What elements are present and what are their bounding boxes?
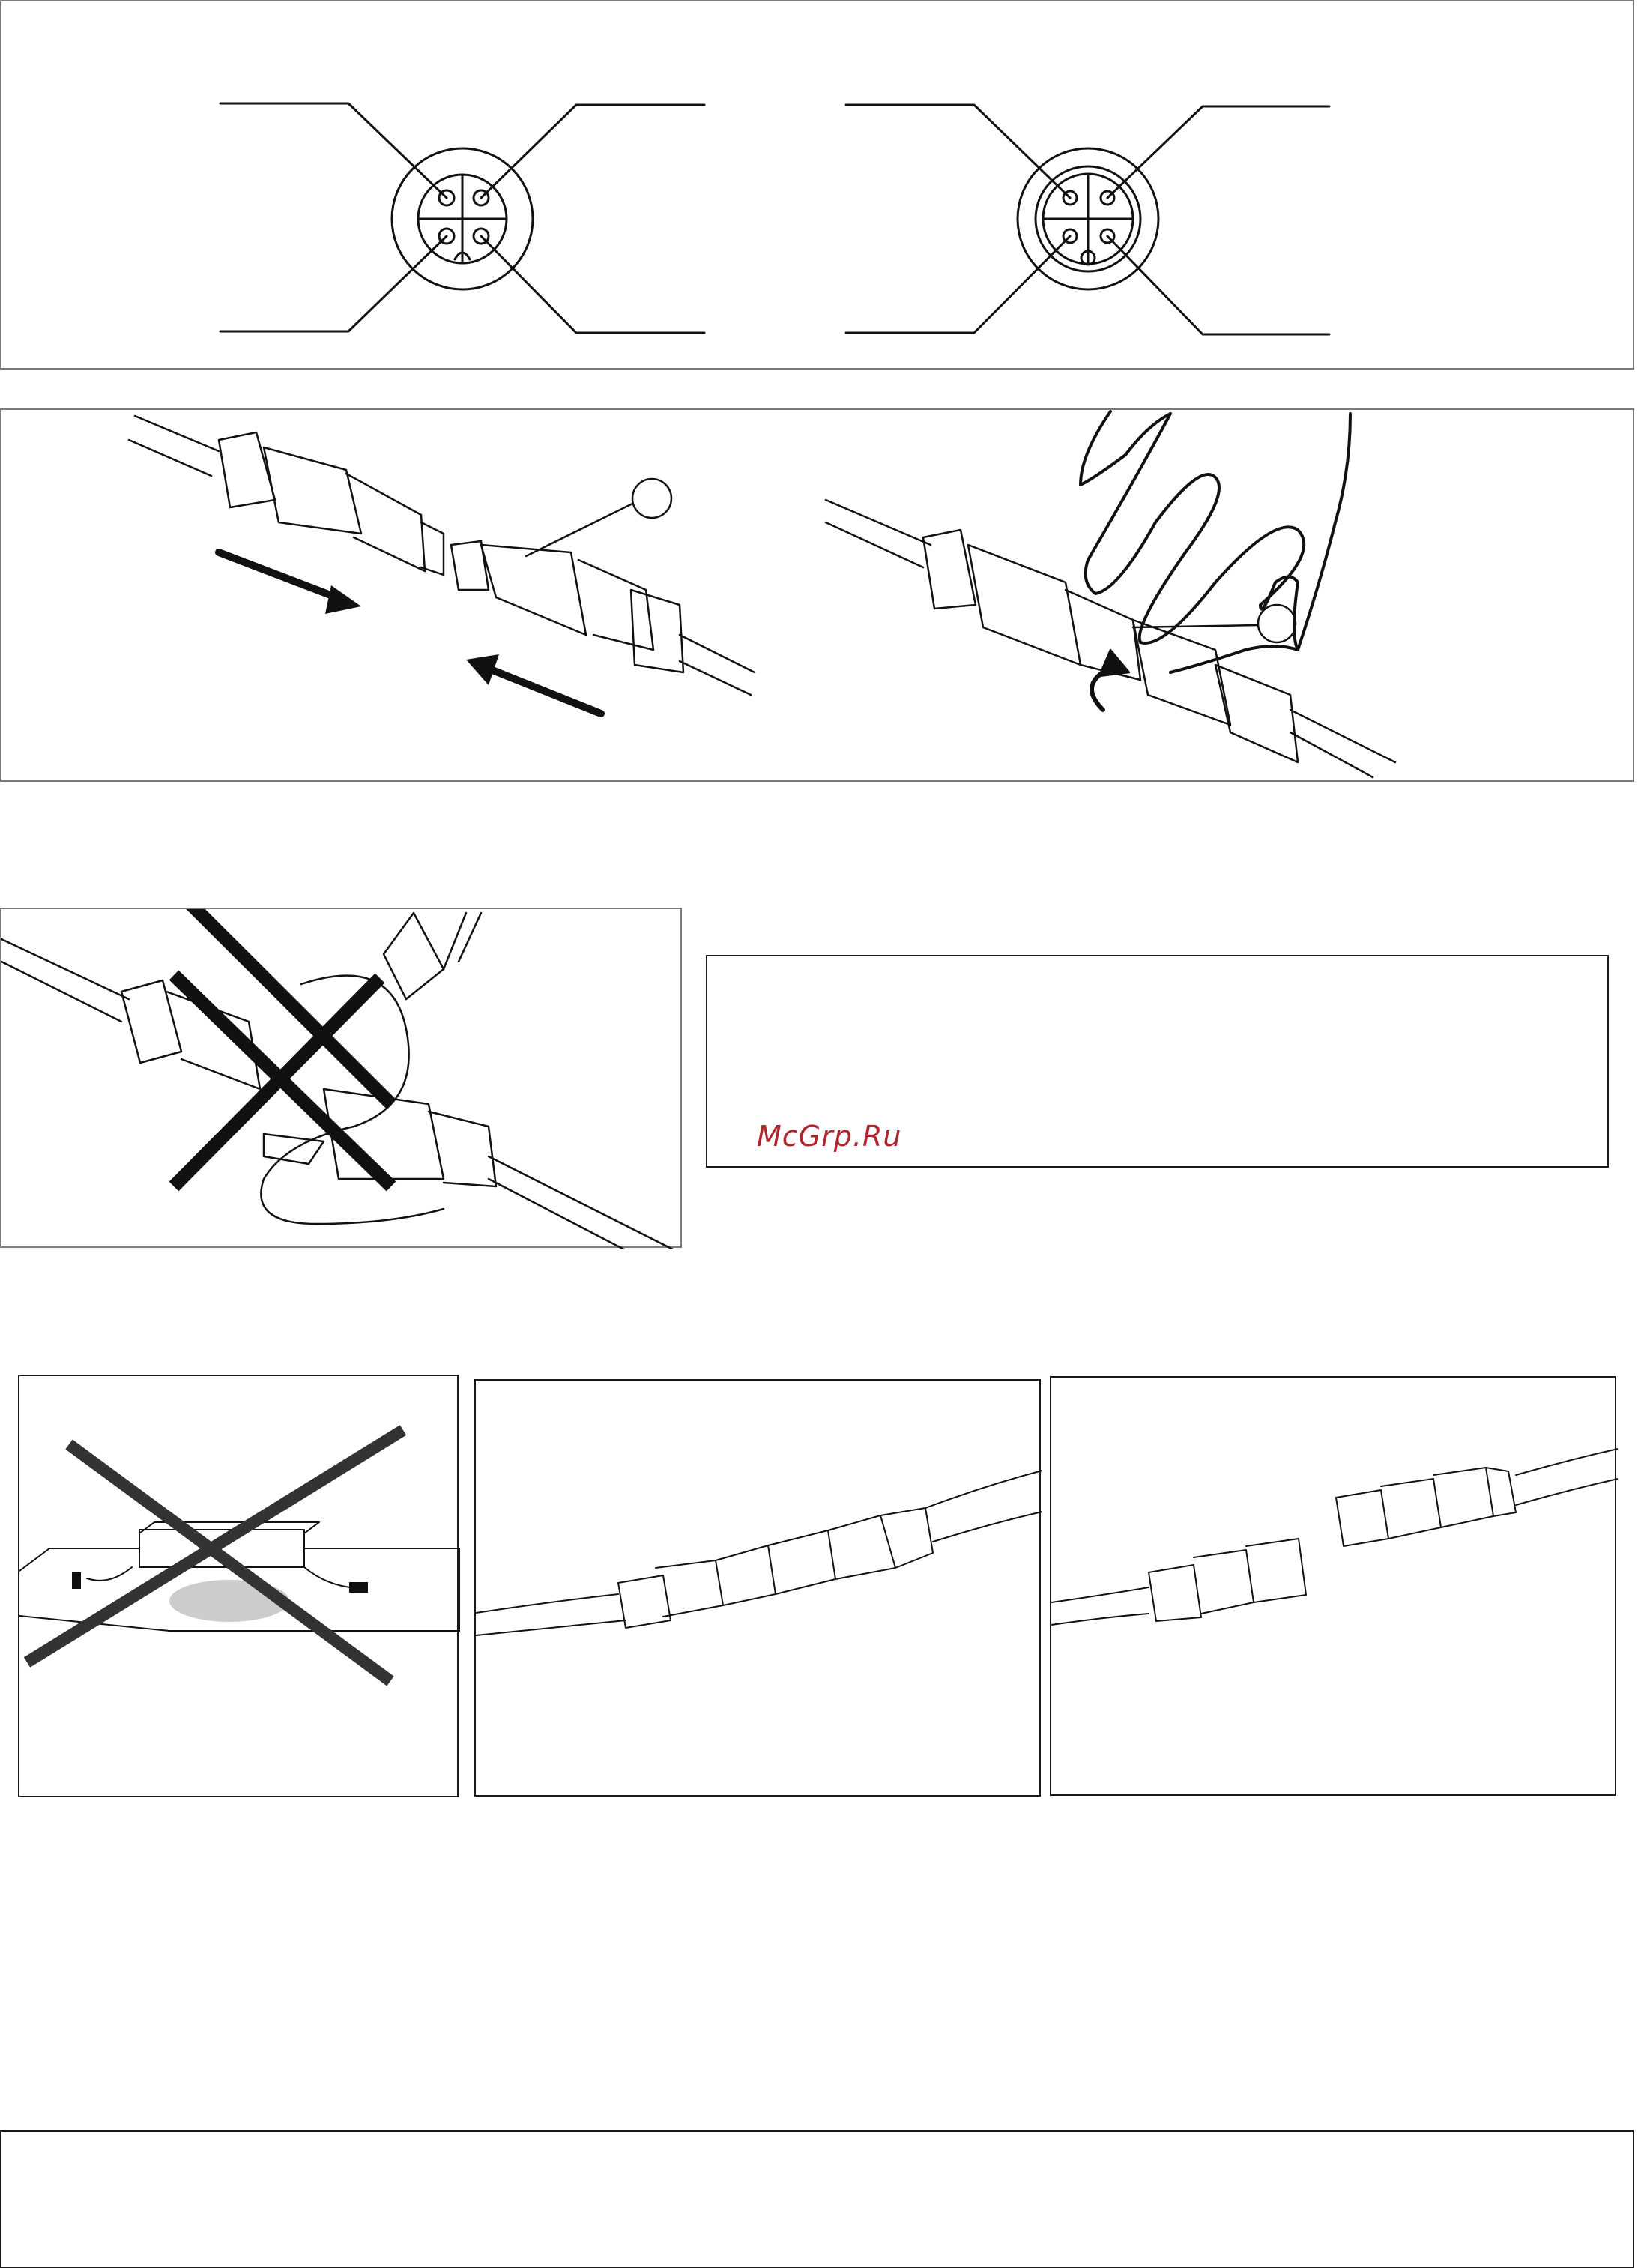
pliers-crossed-out-icon [1,909,683,1249]
connector-disconnected [1050,1376,1616,1796]
watermark-text: McGrp.Ru [757,1120,902,1153]
connector-assembly-steps [0,408,1634,782]
device-in-puddle-crossed-out-icon [19,1376,460,1799]
no-pliers-warning [0,908,682,1248]
empty-footer-box [0,2130,1634,2268]
no-water-warning [18,1375,459,1797]
push-together-arrows-icon [1,410,1636,783]
connector-pinout-diagram [0,0,1634,370]
connector-connected [474,1379,1041,1797]
socket-face-4-pin-icon [846,105,1329,334]
connector-separated-icon [1051,1378,1618,1797]
plug-face-4-pin-icon [1,1,1636,371]
connector-joined-icon [476,1381,1042,1798]
hand-twist-lock-icon [826,411,1395,777]
